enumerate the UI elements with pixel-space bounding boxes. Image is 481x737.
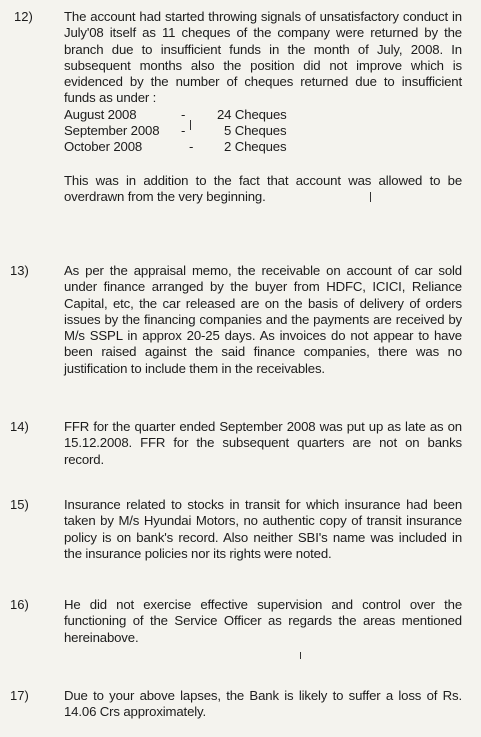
paragraph: As per the appraisal memo, the receivable on account of car sold under finance arranged by the buyer from HDFC, ICICI, Reliance Capital, etc, the car released are on the basis of delivery of orders issues by the financing companies and the payments are received by M/s SSPL in approx 20-25 days. As invoices do not appear to have been raised against the said finance companies, there was no justification to include them in the receivables. bbox=[64, 263, 462, 376]
item-body bbox=[64, 497, 462, 562]
paragraph: The account had started throwing signals of unsatisfactory conduct in July'08 itself as 11 cheques of the company were returned by the branch due to insufficient funds in the month of July, 2008. In subsequent months also the position did not improve which is evidenced by the number of cheques returned due to insufficient funds as under : bbox=[64, 9, 462, 106]
paragraph: Insurance related to stocks in transit for which insurance had been taken by M/s Hyundai Motors, no authentic copy of transit insurance policy is on bank's record. Also neither SBI's name was included in the insurance policies nor its rights were noted. bbox=[64, 497, 462, 561]
item-body bbox=[64, 688, 462, 721]
item-body bbox=[64, 419, 462, 468]
item-number: 15) bbox=[10, 497, 29, 512]
cheque-row: August 2008 - 24 Cheques bbox=[64, 106, 287, 122]
item-body bbox=[64, 9, 462, 205]
item-number: 12) bbox=[14, 9, 33, 24]
cheque-list bbox=[64, 107, 462, 155]
scan-mark bbox=[300, 652, 301, 659]
item-number: 16) bbox=[10, 597, 29, 612]
item-number: 17) bbox=[10, 688, 29, 703]
scan-mark bbox=[190, 120, 191, 130]
item-number: 14) bbox=[10, 419, 29, 434]
paragraph: FFR for the quarter ended September 2008 was put up as late as on 15.12.2008. FFR for the subsequent quarters are not on banks record. bbox=[64, 419, 462, 467]
paragraph: He did not exercise effective supervision and control over the functioning of the Service Officer as regards the areas mentioned hereinabove. bbox=[64, 597, 462, 645]
cheque-row: October 2008 - 2 Cheques bbox=[64, 138, 287, 154]
paragraph: Due to your above lapses, the Bank is likely to suffer a loss of Rs. 14.06 Crs approximately. bbox=[64, 688, 462, 720]
item-number: 13) bbox=[10, 263, 29, 278]
item-body bbox=[64, 263, 462, 377]
item-body bbox=[64, 597, 462, 646]
paragraph: This was in addition to the fact that account was allowed to be overdrawn from the very beginning. bbox=[64, 172, 462, 205]
scan-mark bbox=[370, 192, 371, 202]
cheque-row: September 2008 - 5 Cheques bbox=[64, 122, 287, 138]
